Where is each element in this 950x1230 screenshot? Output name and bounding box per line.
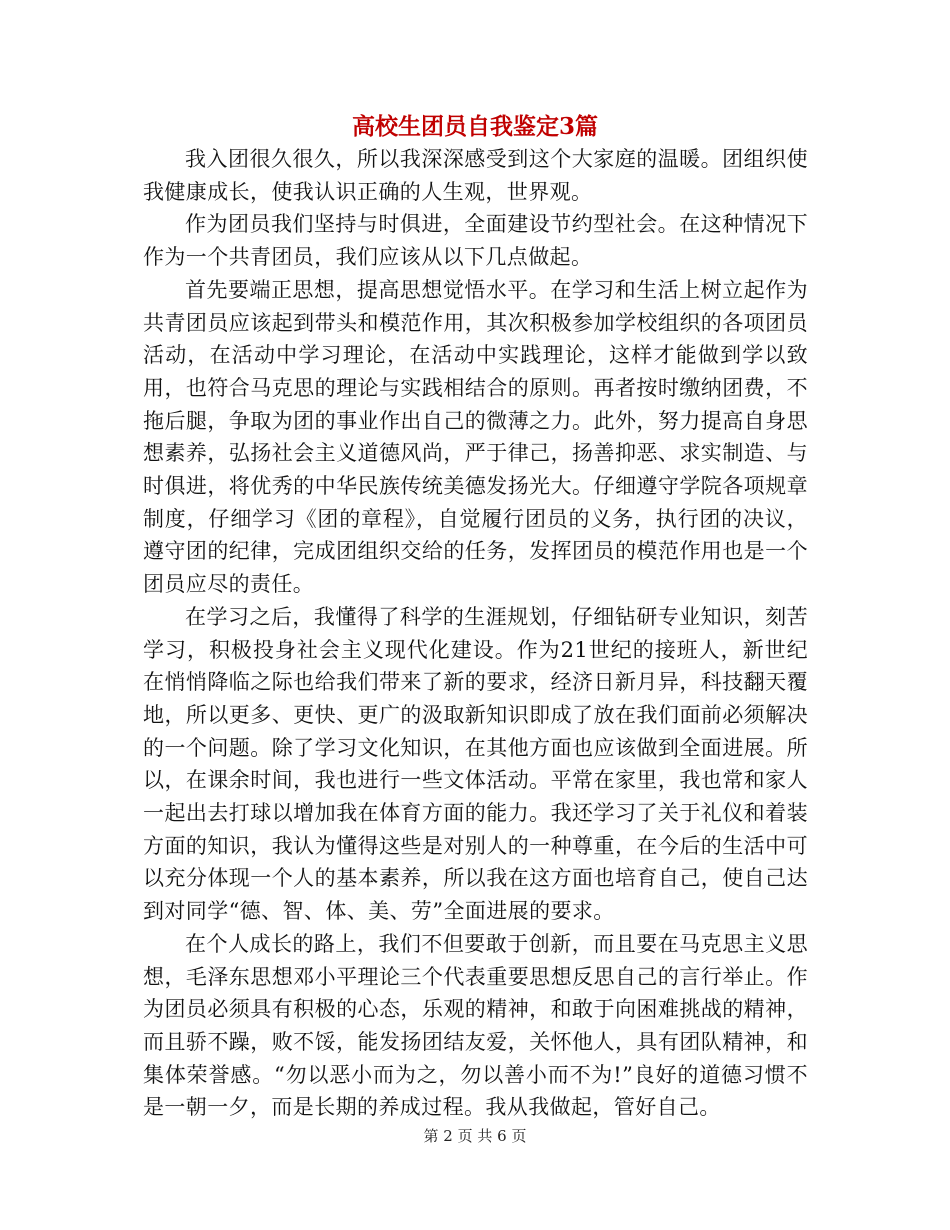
paragraph-5: 在个人成长的路上，我们不但要敢于创新，而且要在马克思主义思想，毛泽东思想邓小平理论三个代表重要思想反思自己的言行举止。作为团员必须具有积极的心态，乐观的精神，和敢于向困难挑战的精神，而且骄不躁，败不馁，能发扬团结友爱，关怀他人，具有团队精神，和集体荣誉感。“勿以恶小而为之，勿以善小而不为!”良好的道德习惯不是一朝一夕，而是长期的养成过程。我从我做起，管好自己。 <box>143 931 808 1120</box>
paragraph-3: 首先要端正思想，提高思想觉悟水平。在学习和生活上树立起作为共青团员应该起到带头和模范作用，其次积极参加学校组织的各项团员活动，在活动中学习理论，在活动中实践理论，这样才能做到学以致用，也符合马克思的理论与实践相结合的原则。再者按时缴纳团费，不拖后腿，争取为团的事业作出自己的微薄之力。此外，努力提高自身思想素养，弘扬社会主义道德风尚，严于律己，扬善抑恶、求实制造、与时俱进，将优秀的中华民族传统美德发扬光大。仔细遵守学院各项规章制度，仔细学习《团的章程》，自觉履行团员的义务，执行团的决议，遵守团的纪律，完成团组织交给的任务，发挥团员的模范作用也是一个团员应尽的责任。 <box>143 277 808 597</box>
paragraph-4: 在学习之后，我懂得了科学的生涯规划，仔细钻研专业知识，刻苦学习，积极投身社会主义现代化建设。作为21世纪的接班人，新世纪在悄悄降临之际也给我们带来了新的要求，经济日新月异，科技翻天覆地，所以更多、更快、更广的汲取新知识即成了放在我们面前必须解决的一个问题。除了学习文化知识，在其他方面也应该做到全面进展。所以，在课余时间，我也进行一些文体活动。平常在家里，我也常和家人一起出去打球以增加我在体育方面的能力。我还学习了关于礼仪和着装方面的知识，我认为懂得这些是对别人的一种尊重，在今后的生活中可以充分体现一个人的基本素养，所以我在这方面也培育自己，使自己达到对同学“德、智、体、美、劳”全面进展的要求。 <box>143 604 808 924</box>
paragraph-1: 我入团很久很久，所以我深深感受到这个大家庭的温暖。团组织使我健康成长，使我认识正确的人生观，世界观。 <box>143 147 808 204</box>
page-number-footer: 第 2 页 共 6 页 <box>423 1127 527 1145</box>
document-body <box>143 143 808 1124</box>
document-title: 高校生团员自我鉴定3篇 <box>351 113 598 140</box>
paragraph-2: 作为团员我们坚持与时俱进，全面建设节约型社会。在这种情况下作为一个共青团员，我们应该从以下几点做起。 <box>143 212 808 270</box>
